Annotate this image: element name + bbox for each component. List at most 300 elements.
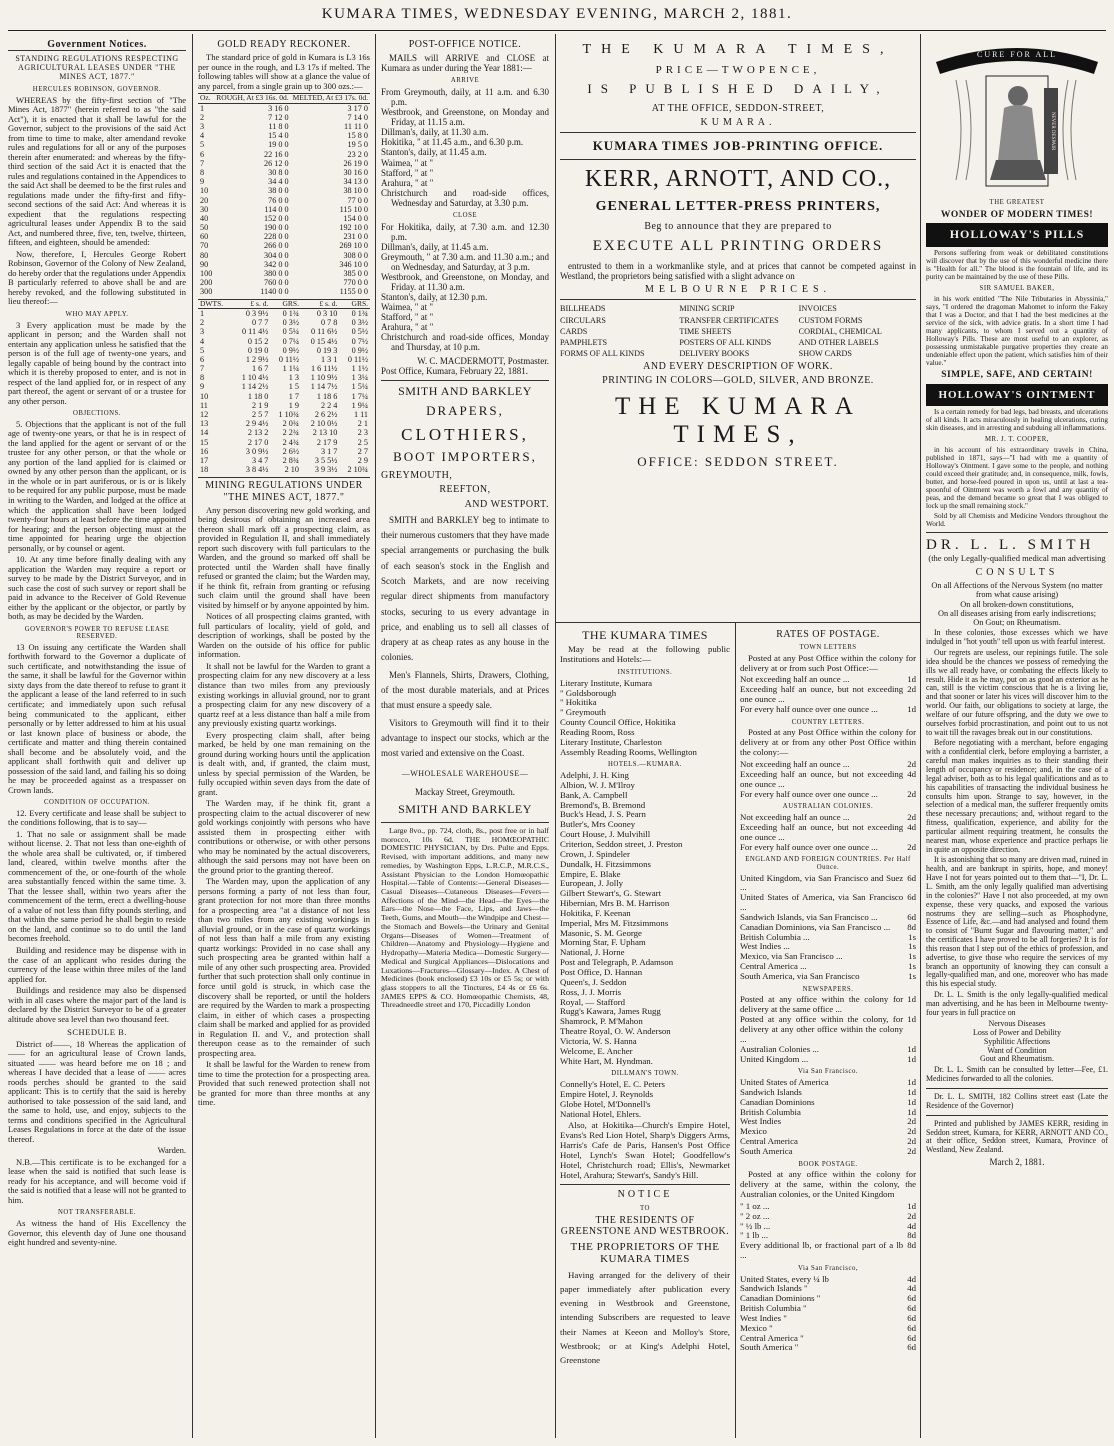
hotel-item: White Hart, M. Hyndman.	[560, 1055, 653, 1066]
table-cell: 269 10 0	[339, 241, 368, 251]
table-cell: 1 7	[288, 391, 299, 401]
table-cell: 40	[200, 213, 209, 223]
rate-value: 2d	[907, 759, 916, 769]
notice-proprietors: THE PROPRIETORS OF THE KUMARA TIMES	[570, 1240, 720, 1265]
institution-item: Assembly Reading Rooms, Wellington	[560, 746, 697, 757]
rate-label: Not exceeding half an ounce ...	[740, 759, 850, 769]
kumara-times-notice	[560, 36, 916, 618]
table-cell: 15	[200, 437, 209, 447]
table-cell: 10	[200, 186, 209, 196]
rate-value: 2d	[907, 684, 916, 695]
table-row	[198, 337, 370, 346]
rate-value: 6d	[907, 911, 916, 922]
table-cell: 1 3¼	[351, 373, 368, 383]
institution-list	[560, 679, 730, 758]
table-cell: 1	[200, 308, 205, 318]
rate-label: Mexico, via San Francisco ...	[740, 951, 843, 962]
hotel-item: Globe Hotel, M'Donnell's	[560, 1098, 651, 1109]
rate-row	[740, 843, 916, 853]
rate-value: 4d	[907, 1220, 916, 1231]
table-cell: 380 0 0	[264, 269, 289, 279]
table-cell: 5	[200, 140, 205, 150]
table-cell: 2 1	[357, 419, 368, 429]
table-cell: 3 17 0	[347, 103, 368, 113]
paragraph: 12. Every certificate and lease shall be subject to the conditions following, that is to say—	[8, 807, 186, 828]
table-cell: 1 1¼	[282, 364, 299, 374]
rate-row	[740, 972, 916, 982]
ad-heading: SMITH AND BARKLEY	[398, 801, 532, 816]
paragraph: Large 8vo., pp. 724, cloth, 8s., post free or in half morocco, 10s 6d. THE HOMŒOPATHIC DOMESTIC PHYSICIAN, by Drs. Pulte and Epps. Revised, with important additions, and many new remedies, by Washington Epps, L.R.C.P., M.R.C.S., Assistant Physician to the London Homœopathic Hospital.—Table of Contents:—General Diseases—Casual Diseases—Cutaneous Diseases—Fevers—Affections of the Mind—the Head—the Eyes—the Ears—the Nose—the Face, Lips, and Jaws—the Teeth, Gums, and Mouth—the Windpipe and Chest—the Stomach and Bowels—the Urinary and Genital Organs—Diseases of Women—Treatment of Children—Anatomy and Physiology—Hygiene and Hydropathy—Materia Medica—Domestic Surgery—Medical and Surgical Appliances—Dislocations and Luxations—Fractures—Glossary—Index. A Chest of Medicines (book enclosed) £3 10s or £5 5s; or with glass stoppers to all the Tinctures, £4 4s or £6 6s. JAMES EPPS & CO. Homœopathic Chemists, 48, Threadneedle street and 170, Piccadilly London	[381, 826, 549, 1010]
column-rule	[555, 34, 556, 1438]
rate-value: 2d	[907, 841, 916, 852]
paragraph: It shall not be lawful for the Warden to grant a prospecting claim for any new discovery at a less distance than two miles from any previously existing workings in alluvial ground, nor to grant a prospecting claim for any new discovery of a quartz reef at a less distance than half a mile from any previously existing quartz workings.	[198, 660, 370, 729]
table-cell: 30 8 0	[268, 167, 289, 177]
paragraph: Sold by all Chemists and Medicine Vendors throughout the World.	[926, 512, 1108, 529]
rate-label: " 1 oz ...	[740, 1200, 770, 1211]
hotel-item: Ross, J. J. Morris	[560, 986, 622, 997]
rate-label: For every half ounce over one ounce ...	[740, 841, 878, 852]
institution-item: " Goldsborough	[560, 687, 617, 698]
ailment-item: Loss of Power and Debility	[973, 1027, 1061, 1037]
kumara-times-title: THE KUMARA TIMES,	[615, 392, 861, 448]
rate-label: Exceeding half an ounce, but not exceeding one ounce ...	[740, 768, 904, 789]
hotel-item: Empire, E. Blake	[560, 868, 621, 879]
table-cell: 0 3 9½	[245, 308, 269, 318]
rate-value: 1d	[907, 674, 916, 685]
print-item: POSTERS OF ALL KINDS	[679, 337, 772, 347]
paragraph: Any person discovering new gold working, and being desirous of obtaining an increased area thereon shall mark off a prospecting claim, as provided in Regulation II, and shall immediately report such discovery with full particulars to the Warden, and the ground so marked off shall be protected until the Warden shall have finally refused or granted the claim; but the Warden may, if he think fit, refrain from granting or refusing such claim until the ground shall have been visited by himself or by anyone appointed by him.	[198, 504, 370, 610]
table-cell: 34 13 0	[343, 177, 368, 187]
table-row	[198, 308, 370, 318]
table-cell: 2 6 2½	[314, 410, 338, 420]
rate-value: 1s	[908, 951, 916, 962]
table-cell: 9	[200, 382, 205, 392]
rate-label: Central America ...	[740, 961, 807, 972]
header-oz: Oz.	[198, 94, 214, 103]
table-cell: 152 0 0	[264, 213, 289, 223]
subheading: MR. J. T. COOPER,	[985, 436, 1049, 444]
table-row	[198, 131, 370, 140]
table-cell: 0 3 10	[316, 308, 338, 318]
top-rule	[8, 30, 1106, 31]
table-cell: 0 1¾	[351, 308, 368, 318]
rate-label: Canadian Dominions, via San Francisco ...	[740, 921, 891, 932]
table-cell: 22 16 0	[264, 149, 289, 159]
print-item: INVOICES	[798, 304, 837, 314]
table-row	[198, 122, 370, 131]
rate-value: 6d	[907, 1342, 916, 1353]
table-cell: 2 0¾	[282, 419, 299, 429]
subheading: CLOSE	[452, 211, 478, 219]
table-cell: 0 15 2	[247, 336, 269, 346]
subheading: HOTELS.—KUMARA.	[608, 761, 682, 769]
rate-label: Every additional lb, or fractional part of a lb ...	[740, 1240, 904, 1261]
print-item: DELIVERY BOOKS	[679, 349, 750, 359]
table-cell: 1 18 6	[316, 391, 338, 401]
rate-value: 2d	[907, 1116, 916, 1127]
rate-value: 1s	[908, 941, 916, 952]
ad-heading: CLOTHIERS,	[401, 424, 529, 444]
table-cell: 2 10	[284, 465, 299, 475]
announce-line: Beg to announce that they are prepared to	[644, 221, 832, 232]
table-cell: 2 17 0	[247, 437, 269, 447]
price-line: PRICE—TWOPENCE,	[655, 63, 821, 76]
rate-row	[740, 705, 916, 715]
rate-label: West Indies ...	[740, 941, 790, 952]
mail-arrival: Stafford, " at "	[381, 167, 434, 178]
rate-label: For every half ounce over one ounce ...	[740, 788, 878, 799]
paragraph: Men's Flannels, Shirts, Drawers, Clothing, of the most durable materials, and at Prices that must ensure a speedy sale.	[381, 669, 549, 711]
table-row	[198, 318, 370, 327]
print-item: CIRCULARS	[560, 315, 606, 325]
ad-heading: SIMPLE, SAFE, AND CERTAIN!	[941, 370, 1093, 381]
ailment-item: Nervous Diseases	[988, 1018, 1046, 1028]
table-cell: 0 15 4½	[310, 336, 338, 346]
subheading: Via San Francisco.	[797, 1068, 859, 1076]
table-row	[198, 456, 370, 465]
table-row	[198, 438, 370, 447]
table-cell: 20	[200, 195, 209, 205]
table-cell: 0 11 6½	[311, 327, 338, 337]
pills-banner: HOLLOWAY'S PILLS	[926, 223, 1108, 246]
table-cell: 13	[200, 419, 209, 429]
rate-row	[740, 1241, 916, 1261]
table-cell: 3 9 3½	[314, 465, 338, 475]
rate-label: United Kingdom ...	[740, 1053, 809, 1064]
subheading: WHO MAY APPLY.	[65, 311, 129, 318]
mail-closing: Christchurch and road-side offices, Monday and Thursday, at 10 p.m.	[381, 332, 549, 353]
institution-item: " Hokitika	[560, 697, 597, 708]
table-row	[198, 260, 370, 269]
table-cell: 80	[200, 250, 209, 260]
table-cell: 8	[200, 167, 205, 177]
rate-row	[740, 1055, 916, 1065]
table-cell: 7 14 0	[347, 112, 368, 122]
rate-label: " 2 oz ...	[740, 1210, 770, 1221]
rate-label: South America	[740, 1145, 793, 1156]
hotel-item: Victoria, W. S. Hanna	[560, 1035, 637, 1046]
hotel-item: Butler's, Mrs Cooney	[560, 819, 636, 830]
hotel-item: Post Office, D. Hannan	[560, 966, 643, 977]
hotel-item: Dundalk, H. Fitzsimmons	[560, 858, 651, 869]
rate-label: Australian Colonies ...	[740, 1043, 819, 1054]
paragraph: in his account of his extraordinary travels in China, published in 1871, says—"I had with me a quantity of Holloway's Ointment. I gave some to the people, and nothing could exceed their gratitude; and, in consequence, milk, fowls, butter, and horse-feed poured in upon us, until at last a tea-spoonful of Ointment was worth a fowl and any quantity of peas, and the demand became so great that I was obliged to lock up the small remaining stock."	[926, 445, 1108, 511]
table-row	[198, 327, 370, 336]
table-cell: 19 0 0	[268, 140, 289, 150]
header-grs: GRS.	[270, 299, 301, 308]
dillmans-list	[560, 1080, 730, 1119]
table-cell: 3	[200, 122, 205, 132]
table-cell: 7	[200, 158, 205, 168]
hotel-item: National, J. Horne	[560, 947, 625, 958]
table-cell: 2 9	[357, 455, 368, 465]
hotel-item: Rugg's Kawara, James Rugg	[560, 1006, 661, 1017]
table-cell: 1 11	[353, 410, 368, 420]
paragraph: N.B.—This certificate is to be exchanged for a lease when the said is notified that such lease is ready for his acceptance, and will become void if the said is notified that a lease will not be granted to him.	[8, 1156, 186, 1205]
table-cell: 1 6 11½	[311, 364, 338, 374]
rate-value: 1s	[908, 961, 916, 972]
table-cell: 1 6 7	[251, 364, 269, 374]
paragraph: Before negotiating with a merchant, before engaging with a confidential clerk, before employing a barrister, a careful man makes inquiries as to their standing their length of occupancy or residence; and, in the case of a legal adviser, both as to his legal qualifications and as to his capabilities of transacting the individual business he consults him upon. Strange to say, however, in the selection of a medical man, the sufferer frequently omits these necessary precautions; and, without regard to the fitness, qualification, experience, and ability for the particular ailment requiring treatment, he consults the nearest man, whose experience and practice perhaps lie in quite an opposite direction.	[926, 738, 1108, 854]
rate-value: 2d	[907, 788, 916, 799]
paragraph: Is a certain remedy for bad legs, bad breasts, and ulcerations of all kinds. It acts miraculously in healing ulcerations, curing skin diseases, and in arresting and subduing all inflammations.	[926, 408, 1108, 433]
table-cell: 2 10 0½	[310, 419, 338, 429]
ad-heading: GREYMOUTH,	[381, 470, 453, 482]
table-cell: 77 0 0	[347, 195, 368, 205]
table-cell: 2 5	[357, 437, 368, 447]
table-cell: 0 11½	[278, 354, 299, 364]
paragraph: entrusted to them in a workmanlike style, and at prices that cannot be competed against in Westland, the proprietors being satisfied with a slight advance on	[560, 260, 916, 282]
rate-value: 1s	[908, 971, 916, 982]
table-cell: 76 0 0	[268, 195, 289, 205]
rate-label: South America, via San Francisco	[740, 971, 860, 982]
paragraph: Building and residence may be dispense with in the case of an applicant who resides during the currency of the lease within three miles of the land applied for.	[8, 944, 186, 984]
table-row	[198, 196, 370, 205]
table-cell: 11 11 0	[344, 122, 368, 132]
table-cell: 26 12 0	[264, 158, 289, 168]
subheading: ARRIVE	[450, 77, 480, 85]
table-cell: 1 9¼	[351, 400, 368, 410]
hotel-item: Hibernian, Mrs B. M. Harrison	[560, 898, 670, 909]
ad-line: Mackay Street, Greymouth.	[415, 786, 515, 797]
ad-heading: WONDER OF MODERN TIMES!	[940, 209, 1094, 220]
table-cell: 100	[200, 269, 213, 279]
rate-value: 6d	[907, 872, 916, 883]
table-cell: 300	[200, 287, 213, 297]
table-cell: 0 1¾	[282, 308, 299, 318]
table-cell: 15 8 0	[347, 131, 368, 141]
hotel-list	[560, 771, 730, 1066]
rate-value: 2d	[907, 1126, 916, 1137]
office-address: OFFICE: SEDDON STREET.	[637, 453, 839, 469]
table-cell: 231 0 0	[343, 232, 368, 242]
print-item: TRANSFER CERTIFICATES	[679, 315, 779, 325]
print-list	[560, 304, 916, 358]
table-cell: 1 1½	[351, 364, 368, 374]
rate-row	[740, 893, 916, 913]
ailment-item: Want of Condition	[987, 1045, 1047, 1055]
table-cell: 2 6½	[282, 446, 299, 456]
mail-closing: Dillman's, daily, at 11.45 a.m.	[381, 241, 489, 252]
hotel-item: Court House, J. Mulvihill	[560, 829, 651, 840]
paragraph: Also, at Hokitika—Church's Empire Hotel, Evans's Red Lion Hotel, Sharp's Diggers Arms, Harris's Cafe de Paris, Hansen's Post Office Hotel, Lynch's Swan Hotel; Goodfellow's Hotel, Christchurch road; Ellis's, Newmarket Hotel, Arahura; Stewart's, Sandy's Hill.	[560, 1120, 730, 1180]
paragraph: WHEREAS by the fifty-first section of "The Mines Act, 1877" (herein referred to as "the said Act"), it is enacted that it shall be lawful for the Governor, subject to the provisions of the said Act from time to time to make, alter amendand revoke rules and regulations for all or any of the purposes therein after enumerated: and whereas by the fifty-third section of the said Act it is enacted that the rules and regulations contained in the Appendices to the said Act shall be deemed to be the first rules and regulations made under the fifty-first and fifty-second sections of the said Act: And whereas it is expedient that the regulations respecting agricultural leases under Appendix B to the said Act, and numbered three, five, ten, twelve, thirteen, fifteen, and eighteen, should be amended:	[8, 94, 186, 248]
subheading: BOOK POSTAGE.	[798, 1160, 858, 1168]
ad-heading: SMITH AND BARKLEY	[398, 383, 532, 398]
rate-value: 8d	[907, 921, 916, 932]
table-cell: 0 11 4½	[242, 327, 269, 337]
table-cell: 16	[200, 446, 209, 456]
table-cell: 1 9	[288, 400, 299, 410]
rate-value: 1d	[907, 1043, 916, 1054]
consults-heading: CONSULTS	[975, 566, 1059, 578]
hotel-item: Empire Hotel, J. Reynolds	[560, 1088, 654, 1099]
mail-arrival: Waimea, " at "	[381, 157, 434, 168]
subheading: GOVERNOR'S POWER TO REFUSE LEASE RESERVED.	[24, 625, 170, 641]
table-cell: 3 8 4½	[245, 465, 269, 475]
table-cell: 2 7	[357, 446, 368, 456]
notice-heading: NOTICE	[617, 1189, 673, 1201]
paragraph: Notices of all prospecting claims granted, with full particulars of locality, yield of gold, and description of workings, shall be posted by the Warden on the outside of his office for public information.	[198, 611, 370, 660]
mail-closing: For Hokitika, daily, at 7.30 a.m. and 12.30 p.m.	[381, 221, 549, 242]
print-item: SHOW CARDS	[798, 349, 852, 359]
paragraph: 1. That no sale or assignment shall be made without license. 2. That not less than one-eighth of the whole area shall be cultivated, or, if timbered land, cleared, within twelve months after the commencement of the, or one-fourth of the whole area substantially fenced within the same time. 3. That the lessee shall, within two years after the commencement of the term, erect a dwelling-house of a value of not less than fifty pounds sterling, and that within the same period he shall begin to reside on the land, and continue so to do until the land becomes freehold.	[8, 828, 186, 944]
paragraph: Visitors to Greymouth will find it to their advantage to inspect our stocks, which ar the most varied and extensive on the Coast.	[381, 717, 549, 759]
table-row	[198, 346, 370, 355]
subheading: TOWN LETTERS	[799, 644, 857, 652]
table-cell: 4	[200, 131, 205, 141]
paragraph: Posted at any Post Office within the colony for delivery at or from such Post Office:—	[740, 652, 916, 673]
table-cell: 2 8¾	[282, 455, 299, 465]
table-cell: 6	[200, 354, 205, 364]
table-cell: 1 10 9½	[310, 373, 338, 383]
table-cell: 6	[200, 149, 205, 159]
table-cell: 23 2 0	[347, 149, 368, 159]
ailment-item: Syphilitic Affections	[983, 1036, 1051, 1046]
subheading: AUSTRALIAN COLONIES.	[782, 803, 874, 811]
consult-item: On all Affections of the Nervous System (no matter from what cause arising)	[931, 580, 1103, 600]
table-cell: 90	[200, 259, 209, 269]
table-cell: 1 7¼	[351, 391, 368, 401]
paragraph: The standard price of gold in Kumara is L3 16s per ounce in the rough, and L3 17s if melted. The following tables will show at a glance the value of any parcel, from a single grain up to 300 ozs.:—	[198, 52, 370, 91]
table-row	[198, 364, 370, 373]
table-cell: 11	[200, 400, 208, 410]
rate-label: Central America "	[740, 1332, 804, 1343]
rate-value: 4d	[907, 768, 916, 779]
paragraph: It is astonishing that so many are driven mad, ruined in health, and are bankrupt in spirits, hope, and money! Have I not for years pointed out to them that—"I, Dr. L. L. Smith, am the only legally qualified man advertising in the colonies?" Have I not also proceeded, at my own expense, these very quacks, and exposed the various nostrums they are selling—such as Phosphodyne, Essence of Life, &c.—and had analysed and found them to consist of "Burnt Sugar and flavouring matter," and the certificates I have proved to be all forgeries? It is for this reason that I step out of the ethics of profession, and advertise, to give those who require the services of my branch an opportunity of knowing they can consult a legally-qualified man, and one, moreover who has made this his especial study.	[926, 855, 1108, 989]
print-item: CARDS	[560, 326, 588, 336]
table-cell: 18	[200, 465, 209, 475]
rate-value: 8d	[907, 1230, 916, 1241]
table-row	[198, 186, 370, 195]
table-cell: 2 4¾	[282, 437, 299, 447]
paragraph: 10. At any time before finally dealing with any application the Warden may require a report or survey to be made by the District Surveyor, and in such case the cost of such survey or report shall be paid in advance to the Receiver of Gold Revenue either by the applicant or the objector, or partly by both, as may be decided by the Warden.	[8, 554, 186, 622]
table-cell: 2 17 9	[316, 437, 338, 447]
paragraph: The Warden may, if he think fit, grant a prospecting claim to the actual discoverer of new gold workings conjointly with persons who have assisted them in prospecting either with contributions or otherwise, or with other persons who may be nominated by the actual discoverers, although the said persons may not have been on the ground prior to the granting thereof.	[198, 798, 370, 875]
table-cell: 1 5¼	[351, 382, 368, 392]
hotel-item: Bremond's, B. Bremond	[560, 799, 646, 810]
rate-label: Canadian Dominions	[740, 1096, 815, 1107]
table-cell: 3 1 7	[320, 446, 338, 456]
hotel-item: Adelphi, J. H. King	[560, 770, 629, 781]
governor-name: HERCULES ROBINSON, GOVERNOR.	[32, 86, 162, 94]
table-cell: 10	[200, 391, 209, 401]
table-cell: 2	[200, 112, 205, 122]
table-row	[198, 113, 370, 122]
table-cell: 34 4 0	[268, 177, 289, 187]
print-item: CUSTOM FORMS	[798, 315, 863, 325]
rate-value: 1d	[907, 994, 916, 1005]
rate-label: United States of America, via San Francisco ...	[740, 892, 904, 913]
table-cell: 5	[200, 345, 205, 355]
hotel-item: European, J. Jolly	[560, 878, 624, 889]
subheading: CONDITION OF OCCUPATION.	[44, 799, 150, 807]
mail-closing: Stafford, " at "	[381, 312, 434, 323]
table-cell: 3 0 9½	[245, 446, 269, 456]
table-cell: 0 19 3	[316, 345, 338, 355]
reckoner-title: GOLD READY RECKONER.	[217, 39, 351, 50]
every-line: AND EVERY DESCRIPTION OF WORK.	[643, 361, 833, 373]
mail-arrival: Stanton's, daily, at 11.45 a.m.	[381, 147, 487, 158]
town-line: KUMARA.	[700, 116, 776, 128]
header-rough: ROUGH, At £3 16s. 0d.	[214, 94, 290, 103]
rate-value: 6d	[907, 1303, 916, 1314]
table-row	[198, 355, 370, 364]
rate-value: 2d	[907, 1136, 916, 1147]
table-cell: 385 0 0	[343, 269, 368, 279]
rate-value: 4d	[907, 1283, 916, 1294]
table-cell: 0 5½	[351, 327, 368, 337]
paragraph: The Warden may, upon the application of any persons forming a party of not less than four, grant protection for not more than three months for a prospecting area "at a distance of not less than two miles from any existing workings in alluvial ground, or in the case of quartz workings of not less than half a mile from any existing quartz workings: Provided in no case shall any such prospecting area be granted within half a mile of any other such prospecting area. Provided further that such protection shall only continue in force until gold is struck, in which case the discovery shall be reported, or until the holders are required by the Warden to mark a prospecting claim, in either of which cases a prospecting claim shall be marked and applied for as provided in Regulation II. and V., and protection shall thereupon cease as to the remainder of such prospecting area.	[198, 876, 370, 1058]
reckoner-column	[198, 36, 370, 1440]
table-cell: 0 11½	[347, 354, 368, 364]
rate-row	[740, 770, 916, 790]
hotel-item: Bank, A. Campbell	[560, 789, 628, 800]
table-cell: 19 5 0	[347, 140, 368, 150]
imprint: Printed and published by JAMES KERR, residing in Seddon street, Kumara, for KERR, ARNOTT AND CO., at their office, Seddon street, Kumara, Province of Westland, New Zealand.	[926, 1118, 1108, 1155]
rate-row	[740, 1343, 916, 1353]
hotel-item: Masonic, S. M. George	[560, 927, 642, 938]
subheading: DILLMAN'S TOWN.	[611, 1070, 679, 1078]
table-cell: 30	[200, 204, 209, 214]
subheading: ENGLAND AND FOREIGN COUNTRIES. Per Half Ounce.	[745, 856, 911, 871]
table-cell: 228 0 0	[264, 232, 289, 242]
rate-label: United Kingdom, via San Francisco and Suez ...	[740, 872, 904, 893]
signature: W. C. MACDERMOTT, Postmaster.	[417, 355, 549, 366]
arrive-list	[381, 87, 549, 208]
rate-row	[740, 995, 916, 1015]
rate-value: 1s	[908, 931, 916, 942]
rate-label: Sandwich Islands	[740, 1086, 802, 1097]
table-row	[198, 168, 370, 177]
table-cell: 200	[200, 278, 213, 288]
rate-row	[740, 790, 916, 800]
table-cell: 190 0 0	[264, 223, 289, 233]
ad-line: THE GREATEST	[989, 199, 1045, 206]
consult-item: On all broken-down constitutions,	[960, 599, 1074, 609]
rate-label: Exceeding half an ounce, but not exceeding one ounce ...	[740, 821, 904, 842]
hotel-item: Post and Telegraph, P. Adamson	[560, 957, 674, 968]
paragraph: MAILS will ARRIVE and CLOSE at Kumara as under during the Year 1881:—	[381, 53, 549, 74]
rate-label: Exceeding half an ounce, but not exceeding one ounce ...	[740, 684, 904, 705]
post-office-column	[381, 36, 549, 1440]
table-cell: 0 9½	[282, 345, 299, 355]
table-row	[198, 251, 370, 260]
table-cell: 7	[200, 364, 205, 374]
table-cell: 1 14 2½	[241, 382, 269, 392]
table-row	[198, 465, 370, 474]
table-row	[198, 373, 370, 382]
table-row	[198, 278, 370, 287]
table-row	[198, 419, 370, 428]
table-cell: 4	[200, 336, 205, 346]
notice-to: TO	[640, 1204, 650, 1212]
rate-label: United States, every ¼ lb	[740, 1273, 829, 1284]
consult-item: On all diseases arising from early indiscretions;	[937, 608, 1097, 618]
table-cell: 30 16 0	[343, 167, 368, 177]
hygeia-figure-icon	[926, 40, 1108, 195]
paragraph: Posted at any office within the colony for delivery at the same, within the colony, the Australian colonies, or the United Kingdom	[740, 1169, 916, 1200]
table-cell: 308 0 0	[343, 250, 368, 260]
column-rule	[375, 34, 376, 1438]
hotel-item: Criterion, Seddon street, J. Preston	[560, 839, 683, 849]
rate-row	[740, 1147, 916, 1157]
table-cell: 1 14 7½	[310, 382, 338, 392]
masthead: KUMARA TIMES, WEDNESDAY EVENING, MARCH 2, 1881.	[321, 6, 793, 22]
execute-line: EXECUTE ALL PRINTING ORDERS	[592, 238, 884, 255]
rate-label: Mexico	[740, 1126, 767, 1137]
paragraph: Posted at any Post Office within the colony for delivery at or from any other Post Office within the colony:—	[740, 727, 916, 758]
